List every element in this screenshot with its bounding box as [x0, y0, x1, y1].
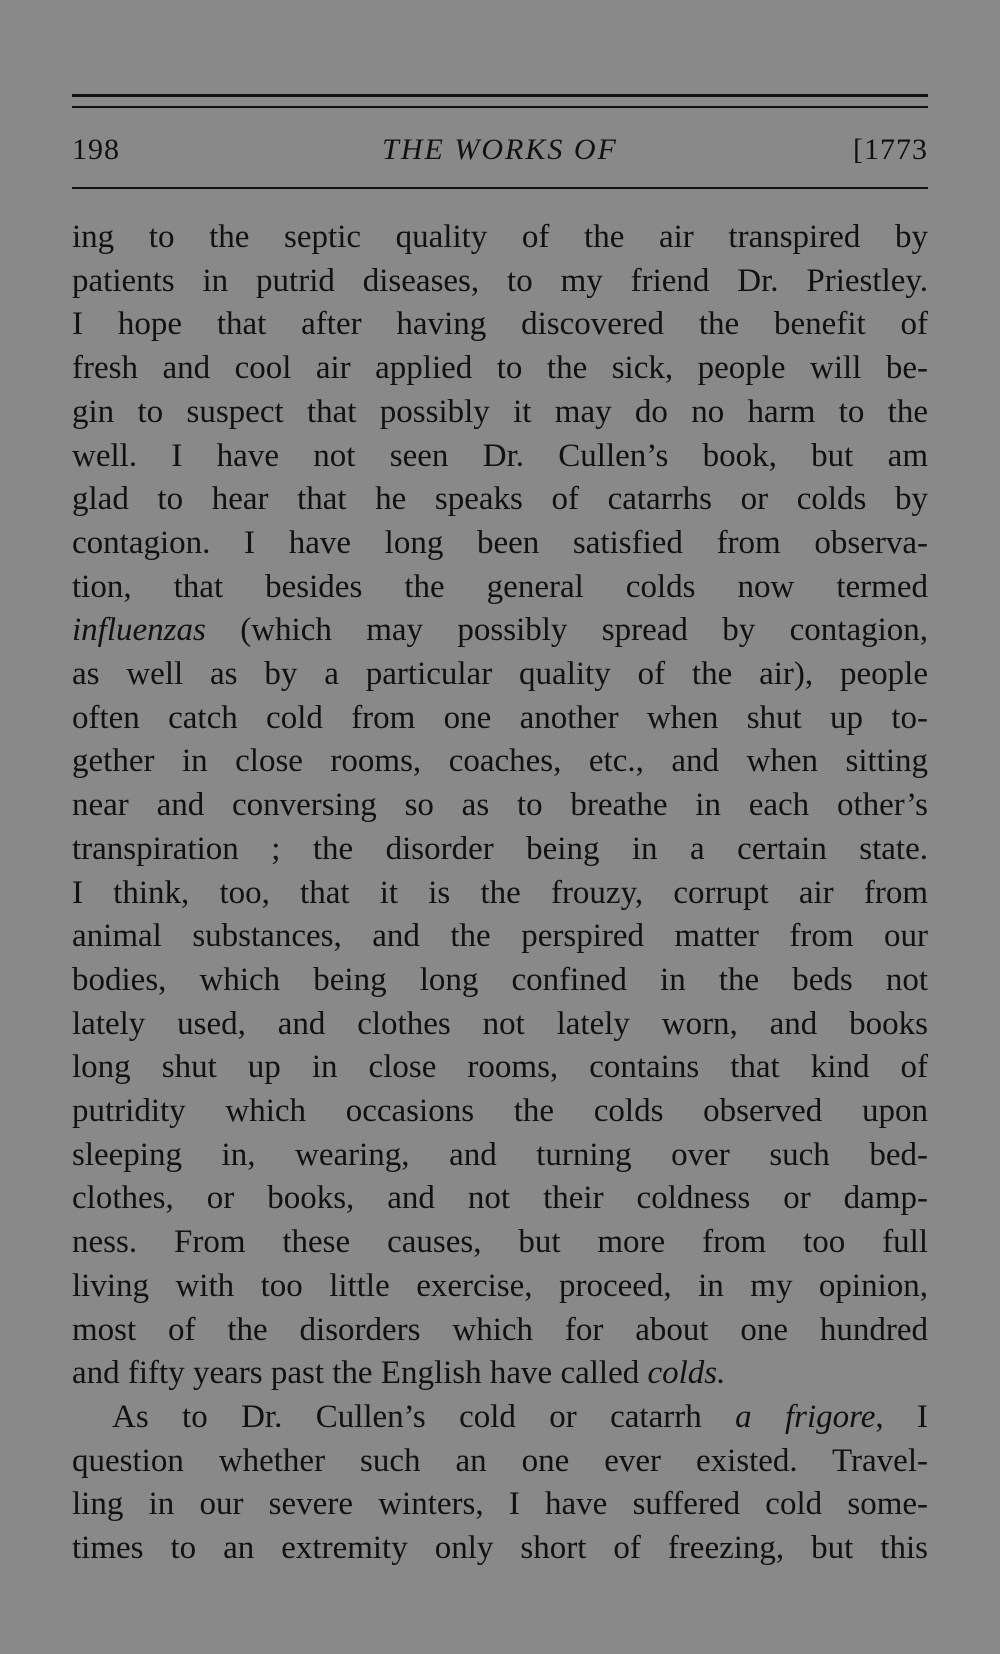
text-fragment: , I	[875, 1398, 928, 1435]
italic-influenzas: influenzas	[72, 612, 206, 649]
text-line-influenzas	[72, 609, 928, 653]
text-line: glad to hear that he speaks of catarrhs or colds by	[72, 481, 928, 518]
text-line: gin to suspect that possibly it may do no harm to the	[72, 393, 928, 430]
text-line: I hope that after having discovered the benefit of	[72, 306, 928, 343]
text-line: fresh and cool air applied to the sick, people will be-	[72, 350, 928, 387]
text-line-a-frigore	[72, 1396, 928, 1440]
italic-colds: colds.	[647, 1355, 726, 1392]
text-line: often catch cold from one another when shut up to-	[72, 699, 928, 736]
paragraph-1	[72, 216, 928, 1396]
text-line-colds	[72, 1352, 928, 1396]
text-line: I think, too, that it is the frouzy, corrupt air from	[72, 874, 928, 911]
text-line: question whether such an one ever existed. Travel-	[72, 1442, 928, 1479]
italic-a-frigore: a frigore	[735, 1398, 876, 1435]
running-year: [1773	[853, 133, 928, 166]
text-line: tion, that besides the general colds now termed	[72, 568, 928, 605]
text-fragment: As to Dr. Cullen’s cold or catarrh	[112, 1398, 702, 1435]
body-text	[72, 216, 928, 1571]
document-page	[72, 0, 928, 1654]
text-line: living with too little exercise, proceed, in my opinion,	[72, 1267, 928, 1304]
paragraph-2	[72, 1396, 928, 1571]
text-line: gether in close rooms, coaches, etc., and when sitting	[72, 743, 928, 780]
text-line: long shut up in close rooms, contains that kind of	[72, 1049, 928, 1086]
text-line: times to an extremity only short of freezing, but this	[72, 1530, 928, 1567]
text-line: near and conversing so as to breathe in each other’s	[72, 787, 928, 824]
text-fragment: and fifty years past the English have called	[72, 1355, 640, 1392]
text-line: putridity which occasions the colds observed upon	[72, 1093, 928, 1130]
running-title: THE WORKS OF	[382, 133, 618, 166]
text-line: sleeping in, wearing, and turning over such bed-	[72, 1136, 928, 1173]
text-line: lately used, and clothes not lately worn, and books	[72, 1005, 928, 1042]
page-number: 198	[72, 133, 120, 166]
text-line: ling in our severe winters, I have suffered cold some-	[72, 1486, 928, 1523]
text-line: clothes, or books, and not their coldness or damp-	[72, 1180, 928, 1217]
text-line: as well as by a particular quality of the air), people	[72, 656, 928, 693]
text-line: well. I have not seen Dr. Cullen’s book, but am	[72, 437, 928, 474]
running-head	[72, 128, 928, 172]
header-rule	[72, 187, 928, 189]
text-line: bodies, which being long confined in the beds not	[72, 961, 928, 998]
text-line: animal substances, and the perspired matter from our	[72, 918, 928, 955]
text-fragment: (which may possibly spread by contagion,	[240, 612, 929, 649]
text-line: patients in putrid diseases, to my friend Dr. Priestley.	[72, 262, 928, 299]
text-line: transpiration ; the disorder being in a certain state.	[72, 830, 928, 867]
text-line: ing to the septic quality of the air transpired by	[72, 219, 928, 255]
text-line: most of the disorders which for about one hundred	[72, 1311, 928, 1348]
header-double-rule	[72, 94, 928, 108]
text-line: ness. From these causes, but more from too full	[72, 1224, 928, 1261]
text-line: contagion. I have long been satisfied from observa-	[72, 524, 928, 561]
